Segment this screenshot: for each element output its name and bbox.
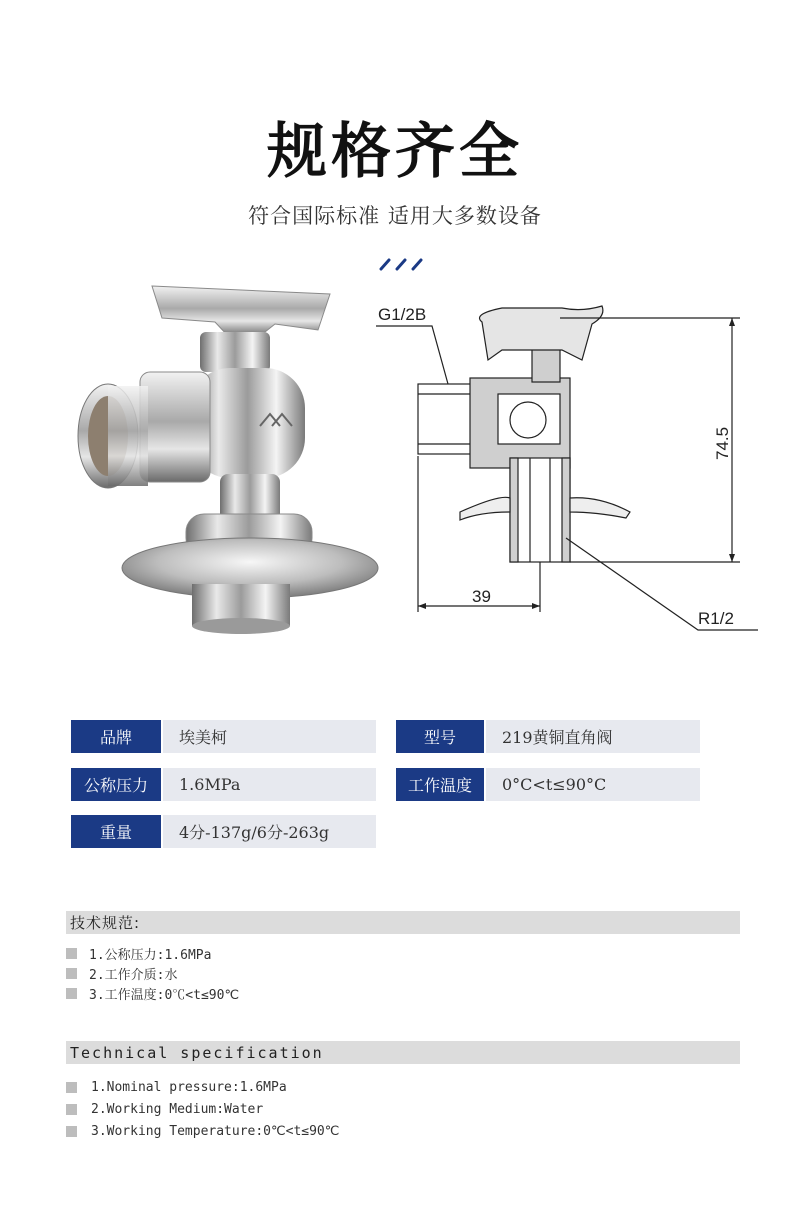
spec-row-model [396,720,700,753]
page-subtitle: 符合国际标准 适用大多数设备 [248,204,542,228]
spec-value: 1.6MPa [163,768,376,801]
spec-label: 型号 [396,720,484,753]
spec-row-temperature [396,768,700,801]
spec-row-pressure [71,768,376,801]
spec-value: 4分-137g/6分-263g [163,815,376,848]
spec-label: 重量 [71,815,161,848]
dim-r-label: R1/2 [698,609,734,628]
spec-label: 工作温度 [396,768,484,801]
tech-spec-cn-list [66,943,239,1003]
list-item: 1.Nominal pressure:1.6MPa [66,1076,339,1098]
bullet-square-icon [66,988,77,999]
list-item: 3.工作温度:0℃<t≤90℃ [66,983,239,1003]
valve-product-image [60,278,380,638]
spec-row-brand [71,720,376,753]
spec-value: 埃美柯 [163,720,376,753]
bullet-square-icon [66,948,77,959]
spec-label: 公称压力 [71,768,161,801]
list-item: 3.Working Temperature:0℃<t≤90℃ [66,1120,339,1142]
spec-label: 品牌 [71,720,161,753]
list-item: 2.Working Medium:Water [66,1098,339,1120]
tech-spec-en-list [66,1076,339,1142]
spec-value: 0°C<t≤90°C [486,768,700,801]
spec-row-weight [71,815,376,848]
list-item: 1.公称压力:1.6MPa [66,943,239,963]
bullet-square-icon [66,1104,77,1115]
bullet-square-icon [66,1126,77,1137]
page-title: 规格齐全 [267,117,523,187]
slash-divider-icon [377,257,429,271]
spec-value: 219黄铜直角阀 [486,720,700,753]
bullet-square-icon [66,968,77,979]
dim-g-label: G1/2B [378,305,427,324]
list-item: 2.工作介质:水 [66,963,239,983]
technical-drawing [370,298,760,638]
tech-spec-cn-heading: 技术规范: [66,911,740,934]
tech-spec-en-heading: Technical specification [66,1041,740,1064]
dim-height-label: 74.5 [713,426,732,460]
dim-width-label: 39 [472,587,491,606]
bullet-square-icon [66,1082,77,1093]
